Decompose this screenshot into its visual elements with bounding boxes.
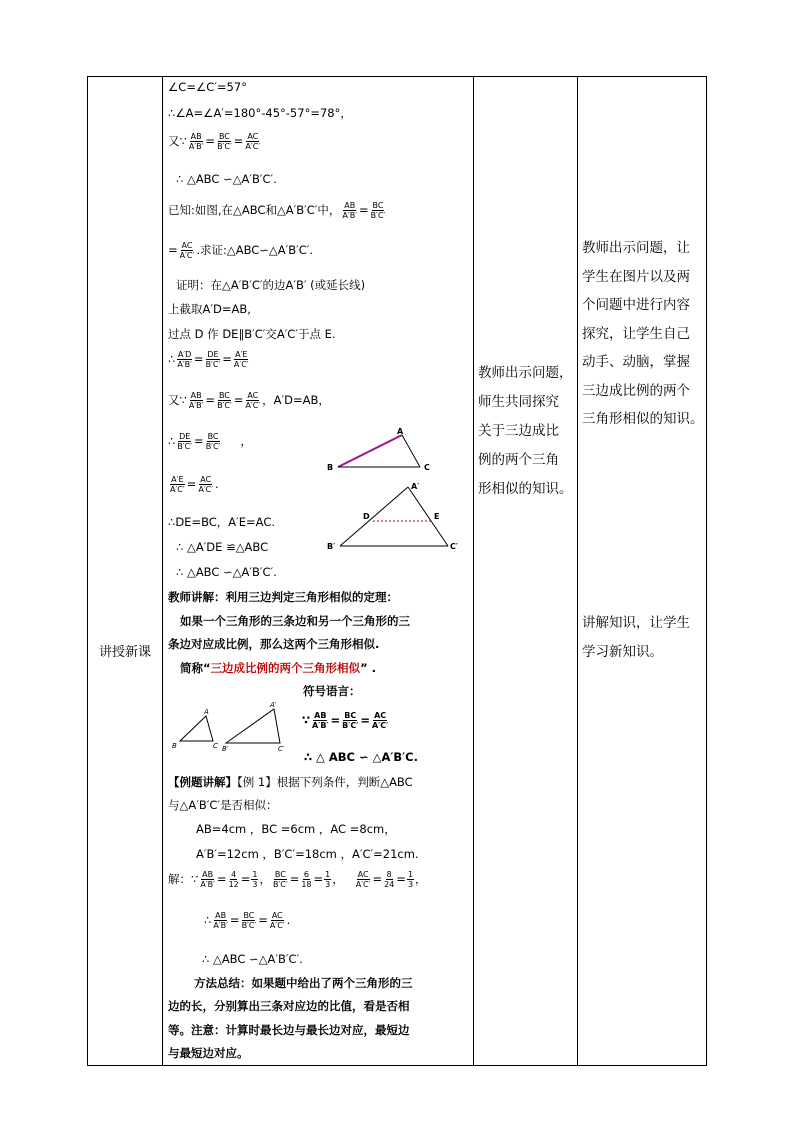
activity-line: 师生共同探究 (478, 394, 559, 410)
label-a: A (397, 427, 404, 436)
segment-ab (338, 435, 402, 467)
proof-line-2: ∴∠A=∠A′=180°-45°-57°=78°， (168, 106, 352, 120)
design-intent-upper (582, 234, 706, 434)
activity-line: 教师出示问题， (478, 365, 573, 381)
intent-line: 三边成比例的两个 (582, 382, 690, 399)
proof-line-13: $\frac{A'E}{A'C'}$ = $\frac{AC}{A'C'}$ . (170, 475, 219, 494)
activity-line: 形相似的知识。 (478, 481, 573, 497)
example-title-line-2: 与△A′B′C′是否相似： (168, 798, 278, 812)
method-line-2: 边的长，分别算出三条对应边的比值，看是否相 (168, 999, 410, 1013)
proof-line-15: ∴ △A′DE ≌△ABC (176, 540, 269, 554)
intent-line: 学习新知识。 (582, 643, 663, 660)
method-line-1: 方法总结：如果题中给出了两个三角形的三 (194, 976, 413, 990)
solution-therefore: ∴ $\frac{AB}{A'B'}$ = $\frac{BC}{B'C'}$ = $\frac{AC}{A'C'}$ . (204, 911, 291, 930)
label-a-prime: A′ (270, 701, 277, 709)
example-given-1: AB=4cm ，BC =6cm ，AC =8cm， (196, 822, 396, 836)
solution-ratios: 解：∵ $\frac{AB}{A'B'}$ = $\frac{4}{12}$ = $\frac{1}{3}$ ， $\frac{BC}{B'C'}$ = $\frac{6}{18}$ = $\frac{1}{3}$ ， $\frac{AC}{A'C'}$ = $\frac{8}{24}$ = $\frac{1}{3}$ ， (168, 870, 427, 889)
segment-ac (402, 435, 420, 467)
theorem-line-2: 条边对应成比例，那么这两个三角形相似. (168, 637, 380, 651)
method-line-4: 与最短边对应。 (168, 1046, 249, 1060)
triangle-figure-1 (324, 425, 469, 557)
proof-line-14: ∴DE=BC，A′E=AC. (168, 515, 276, 529)
example-given-2: A′B′=12cm ，B′C′=18cm ，A′C′=21cm. (196, 847, 419, 861)
method-line-3: 等。注意：计算时最长边与最长边对应，最短边 (168, 1023, 410, 1037)
intent-line: 讲解知识，让学生 (582, 615, 690, 631)
solution-conclusion: ∴ △ABC ∽△A′B′C′. (202, 952, 303, 966)
intent-line: 个问题中进行内容 (582, 297, 690, 313)
large-triangle (226, 709, 280, 743)
label-c-prime: C′ (450, 542, 458, 551)
activity-line: 关于三边成比 (478, 423, 559, 439)
example-title: 【例题讲解】【例 1】根据下列条件，判断△ABC (168, 775, 413, 789)
symbol-conclusion: ∴ △ ABC ∽ △A′B′C. (304, 750, 418, 764)
teacher-activity-column (478, 359, 578, 504)
proof-line-12: ∴ $\frac{DE}{B'C'}$ = $\frac{BC}{B'C'}$ ， (168, 432, 252, 451)
design-intent-lower (582, 609, 706, 666)
segment-a2c2 (408, 487, 448, 546)
theorem-line-1: 如果一个三角形的三条边和另一个三角形的三 (180, 614, 410, 628)
intent-line: 学生在图片以及两 (582, 268, 690, 285)
proof-line-7: 证明：在△A′B′C′的边A′B′ (或延长线) (176, 278, 366, 292)
proof-line-3: 又∵ $\frac{AB}{A'B'}$ = $\frac{BC}{B'C'}$ = $\frac{AC}{A'C'}$ (168, 132, 261, 151)
proof-line-9: 过点 D 作 DE∥B′C′交A′C′于点 E. (168, 327, 336, 341)
theorem-short-name: 简称“三边成比例的两个三角形相似” . (180, 661, 376, 675)
intent-line: 三角形相似的知识。 (582, 411, 704, 427)
column-divider-3 (577, 77, 578, 1065)
intent-line: 教师出示问题，让 (582, 240, 690, 256)
label-c: C (213, 742, 218, 750)
label-b-prime: B′ (327, 542, 336, 551)
label-c-prime: C′ (278, 745, 285, 753)
label-a: A (204, 708, 209, 716)
proof-line-16: ∴ △ABC ∽△A′B′C′. (176, 565, 277, 579)
label-c: C (424, 463, 430, 472)
column-divider-2 (473, 77, 474, 1065)
label-d: D (363, 512, 370, 521)
label-e: E (434, 512, 440, 521)
proof-line-4: ∴ △ABC ∽△A′B′C′. (176, 172, 277, 186)
label-a-prime: A′ (411, 482, 420, 491)
section-label: 讲授新课 (98, 645, 151, 660)
proof-line-5: 已知:如图,在△ABC和△A′B′C′中， $\frac{AB}{A'B'}$ = $\frac{BC}{B'C'}$ (168, 201, 386, 220)
proof-line-11: 又∵ $\frac{AB}{A'B'}$ = $\frac{BC}{B'C'}$ = $\frac{AC}{A'C'}$ ，A′D=AB， (168, 391, 330, 410)
symbol-condition: ∵ $\frac{AB}{A'B'}$ = $\frac{BC}{B'C'}$ = $\frac{AC}{A'C'}$ (302, 711, 389, 730)
label-b: B (172, 742, 177, 750)
proof-line-10: ∴ $\frac{A'D}{A'B'}$ = $\frac{DE}{B'C'}$ = $\frac{A'E}{A'C'}$ (168, 350, 249, 369)
segment-a2b2 (340, 487, 408, 546)
proof-line-8: 上截取A′D=AB, (168, 302, 251, 316)
intent-line: 探究，让学生自己 (582, 325, 690, 342)
proof-line-1: ∠C=∠C′=57° (168, 80, 247, 94)
triangle-figure-2 (170, 699, 290, 753)
label-b-prime: B′ (222, 745, 229, 753)
label-b: B (327, 463, 334, 472)
teacher-heading: 教师讲解：利用三边判定三角形相似的定理： (168, 590, 398, 604)
intent-line: 动手、动脑，掌握 (582, 354, 690, 370)
activity-line: 例的两个三角 (478, 452, 559, 468)
proof-line-6: = $\frac{AC}{A'C'}$ .求证:△ABC∽△A′B′C′. (168, 241, 314, 260)
lesson-table (87, 76, 707, 1066)
symbol-language-title: 符号语言： (303, 684, 361, 698)
column-divider-1 (162, 77, 163, 1065)
small-triangle (180, 716, 213, 741)
